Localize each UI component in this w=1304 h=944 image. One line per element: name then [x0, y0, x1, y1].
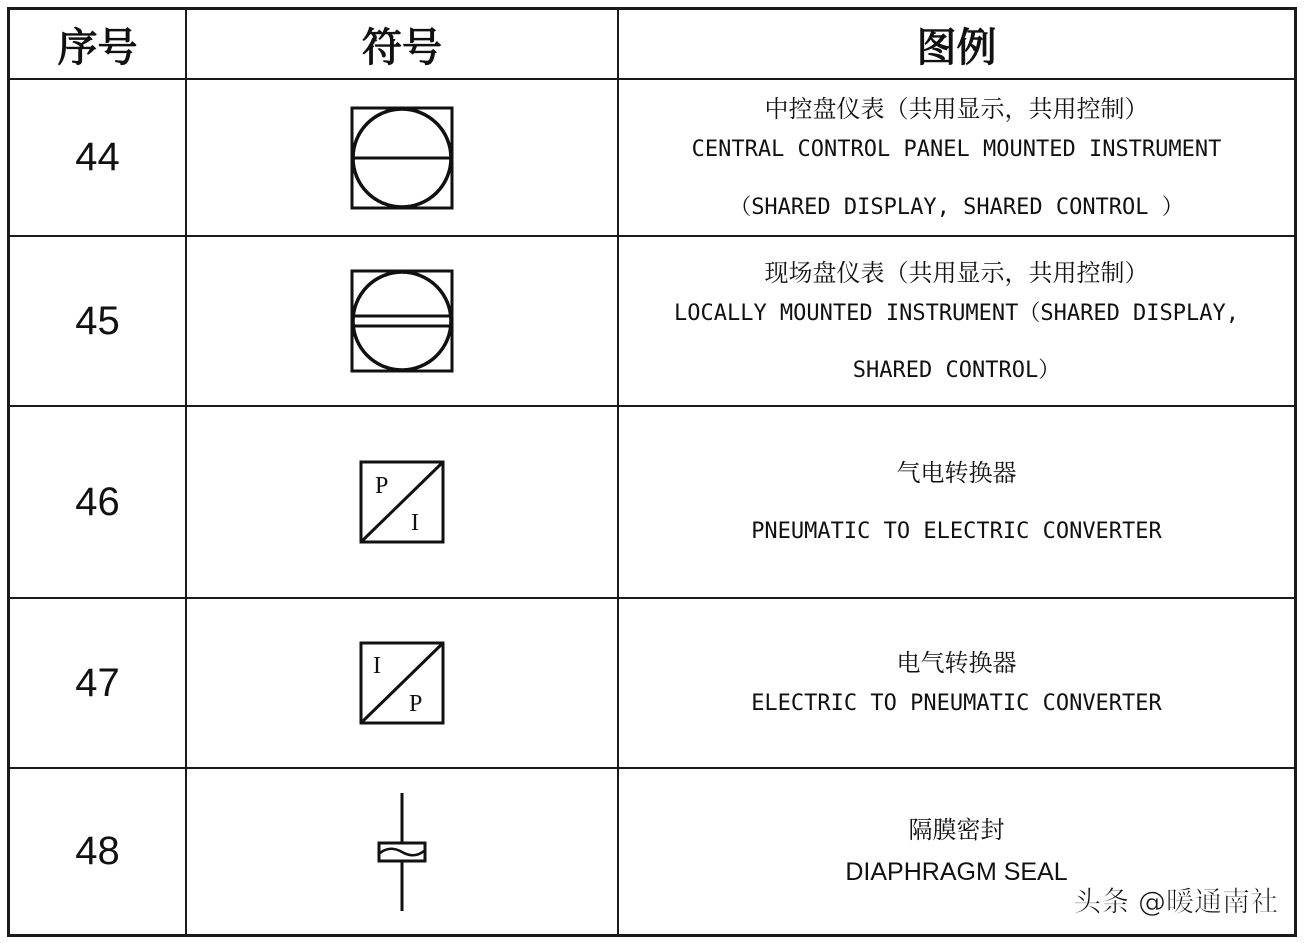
i-to-p-converter-icon: [359, 641, 445, 725]
symbol-cell: [187, 80, 619, 237]
circle-in-square-center-line-icon: [350, 106, 454, 210]
legend-cell: [619, 599, 1294, 769]
legend-cn: 电气转换器: [896, 649, 1017, 678]
legend-en-cont: SHARED CONTROL）: [852, 358, 1061, 383]
diaphragm-seal-icon: [372, 791, 432, 913]
legend-cn: 气电转换器: [896, 459, 1017, 488]
row-index: 47: [10, 599, 187, 769]
row-index: 44: [10, 80, 187, 237]
legend-cn: 现场盘仪表（共用显示，共用控制）: [764, 258, 1149, 287]
legend-cn: 中控盘仪表（共用显示，共用控制）: [764, 95, 1149, 123]
symbol-letter-top: P: [375, 473, 389, 499]
p-to-i-converter-icon: [359, 460, 445, 544]
symbol-letter-bottom: P: [409, 691, 423, 717]
watermark-text: 头条 @暖通南社: [1073, 885, 1278, 918]
legend-en: CENTRAL CONTROL PANEL MOUNTED INSTRUMENT: [691, 137, 1222, 162]
legend-cell: [619, 237, 1294, 407]
header-index: 序号: [10, 10, 187, 80]
legend-cn: 隔膜密封: [908, 815, 1005, 844]
row-index: 48: [10, 769, 187, 934]
symbol-legend-table: [7, 7, 1297, 937]
legend-cell: [619, 80, 1294, 237]
symbol-cell: [187, 237, 619, 407]
legend-en: ELECTRIC TO PNEUMATIC CONVERTER: [751, 691, 1162, 717]
row-index: 46: [10, 407, 187, 599]
header-legend: 图例: [619, 10, 1294, 80]
legend-en-cont: （SHARED DISPLAY, SHARED CONTROL ）: [729, 194, 1184, 220]
legend-en: PNEUMATIC TO ELECTRIC CONVERTER: [751, 519, 1162, 545]
symbol-letter-bottom: I: [411, 510, 419, 536]
legend-cell: [619, 407, 1294, 599]
row-index: 45: [10, 237, 187, 407]
symbol-cell: [187, 407, 619, 599]
symbol-cell: [187, 599, 619, 769]
symbol-letter-top: I: [373, 653, 381, 679]
legend-en: LOCALLY MOUNTED INSTRUMENT（SHARED DISPLAY,: [673, 300, 1240, 326]
header-symbol: 符号: [187, 10, 619, 80]
circle-in-square-double-line-icon: [350, 269, 454, 373]
symbol-cell: [187, 769, 619, 934]
legend-en: DIAPHRAGM SEAL: [845, 857, 1068, 886]
